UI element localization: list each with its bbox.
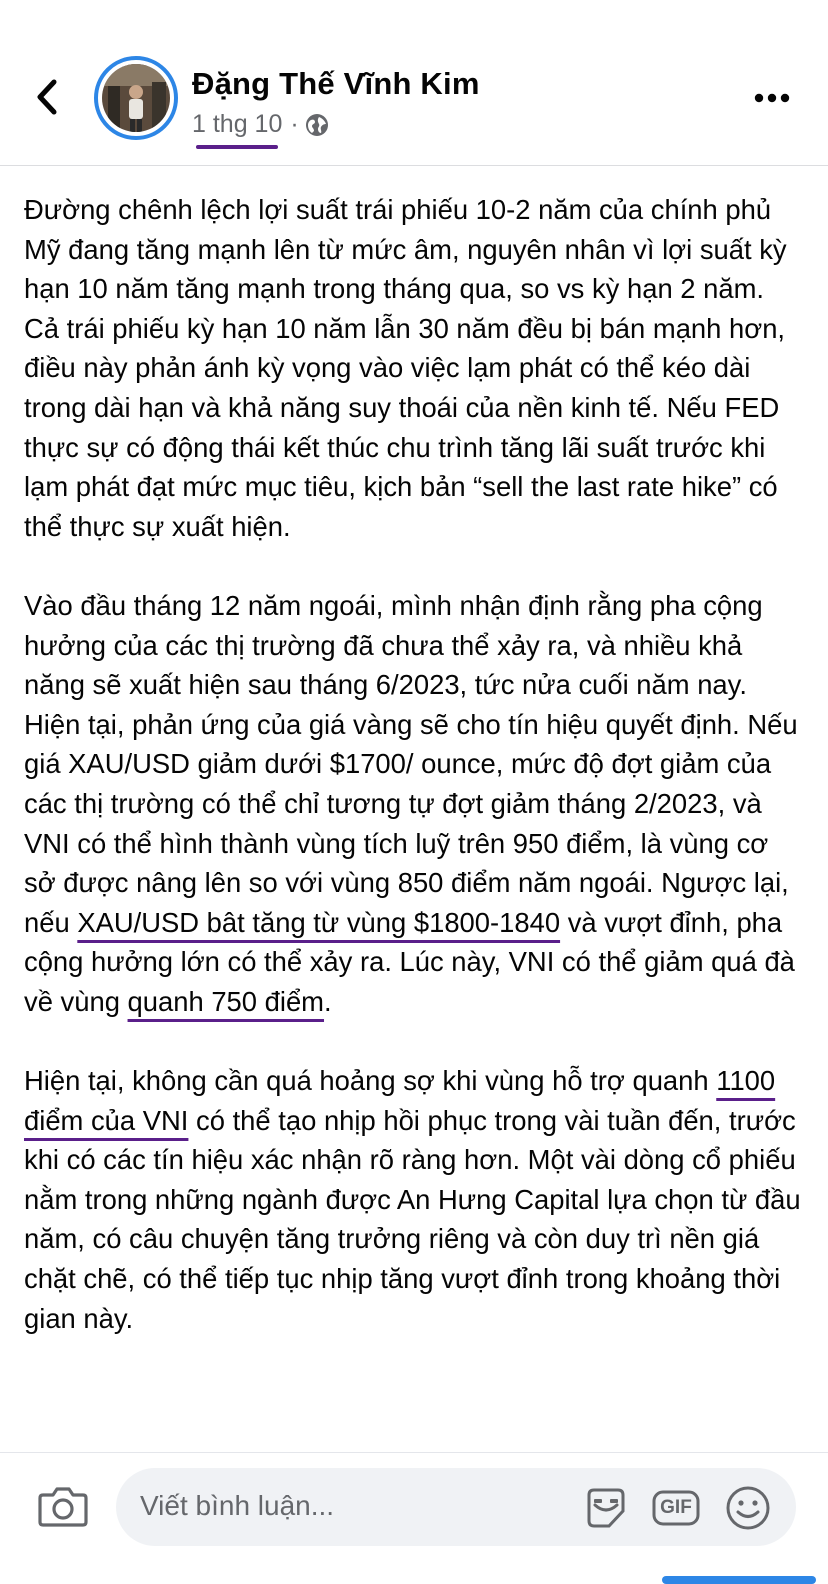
highlighted-text: quanh 750 điểm [127, 985, 325, 1017]
post-paragraph [24, 586, 804, 1022]
post-body [24, 190, 804, 1378]
camera-button[interactable] [34, 1481, 92, 1531]
camera-icon [38, 1485, 88, 1527]
more-options-button[interactable] [750, 80, 794, 116]
post-date[interactable] [192, 110, 282, 139]
date-annotation-underline [196, 145, 278, 149]
more-horizontal-icon [754, 93, 790, 103]
post-text: Hiện tại, không cần quá hoảng sợ khi vùng hỗ trợ quanh [24, 1065, 717, 1097]
post-paragraph [24, 190, 804, 546]
post-text: . [324, 985, 332, 1017]
comment-input[interactable] [116, 1468, 796, 1546]
highlighted-text: XAU/USD bât tăng từ vùng $1800-1840 [77, 906, 561, 938]
highlighted-text: 1100 điểm của VNI [24, 1065, 776, 1136]
post-text: Đường chênh lệch lợi suất trái phiếu 10-2 năm của chính phủ Mỹ đang tăng mạnh lên từ mức âm, nguyên nhân vì lợi suất kỳ hạn 10 năm tăng mạnh trong tháng qua, so vs kỳ hạn 2 năm. Cả trái phiếu kỳ hạn 10 năm lẫn 30 năm đều bị bán mạnh hơn, điều này phản ánh kỳ vọng vào việc lạm phát có thể kéo dài trong dài hạn và khả năng suy thoái của nền kinh tế. Nếu FED thực sự có động thái kết thúc chu trình tăng lãi suất trước khi lạm phát đạt mức mục tiêu, kịch bản “sell the last rate hike” có thể thực sự xuất hiện. [24, 194, 787, 542]
gif-label: GIF [660, 1497, 692, 1518]
emoji-button[interactable] [724, 1484, 772, 1532]
chevron-left-icon [34, 78, 60, 116]
post-paragraph [24, 1061, 804, 1338]
sticker-button[interactable] [582, 1484, 630, 1532]
post-date-text: 1 thg 10 [192, 110, 283, 138]
meta-separator: · [290, 110, 299, 138]
comment-bar [0, 1452, 828, 1562]
post-text: Vào đầu tháng 12 năm ngoái, mình nhận định rằng pha cộng hưởng của các thị trường đã chưa thể xảy ra, và nhiều khả năng sẽ xuất hiện sau tháng 6/2023, tức nửa cuối năm nay. Hiện tại, phản ứng của giá vàng sẽ cho tín hiệu quyết định. Nếu giá XAU/USD giảm dưới $1700/ ounce, mức độ đợt giảm của các thị trường có thể chỉ tương tự đợt giảm tháng 2/2023, và VNI có thể hình thành vùng tích luỹ trên 950 điểm, là vùng cơ sở được nâng lên so với vùng 850 điểm năm ngoái. Ngược lại, nếu [24, 589, 798, 938]
avatar[interactable] [94, 56, 178, 140]
comment-placeholder: Viết bình luận... [140, 1490, 335, 1521]
post-text: và vượt đỉnh, pha cộng hưởng lớn có thể xảy ra. Lúc này, VNI có thể giảm quá đà về vùng [24, 906, 795, 1017]
globe-icon [305, 113, 329, 137]
post-meta [192, 110, 329, 139]
emoji-icon [725, 1485, 771, 1531]
sticker-icon [583, 1485, 629, 1531]
gif-button[interactable] [652, 1484, 700, 1532]
back-button[interactable] [22, 72, 72, 122]
home-indicator [662, 1576, 816, 1584]
post-header [0, 0, 828, 166]
author-name[interactable]: Đặng Thế Vĩnh Kim [192, 66, 480, 101]
avatar-photo [102, 64, 170, 132]
post-text: có thể tạo nhịp hồi phục trong vài tuần đến, trước khi có các tín hiệu xác nhận rõ ràng hơn. Một vài dòng cổ phiếu nằm trong những ngành được An Hưng Capital lựa chọn từ đầu năm, có câu chuyện tăng trưởng riêng và còn duy trì nền giá chặt chẽ, có thể tiếp tục nhịp tăng vượt đỉnh trong khoảng thời gian này. [24, 1104, 801, 1334]
